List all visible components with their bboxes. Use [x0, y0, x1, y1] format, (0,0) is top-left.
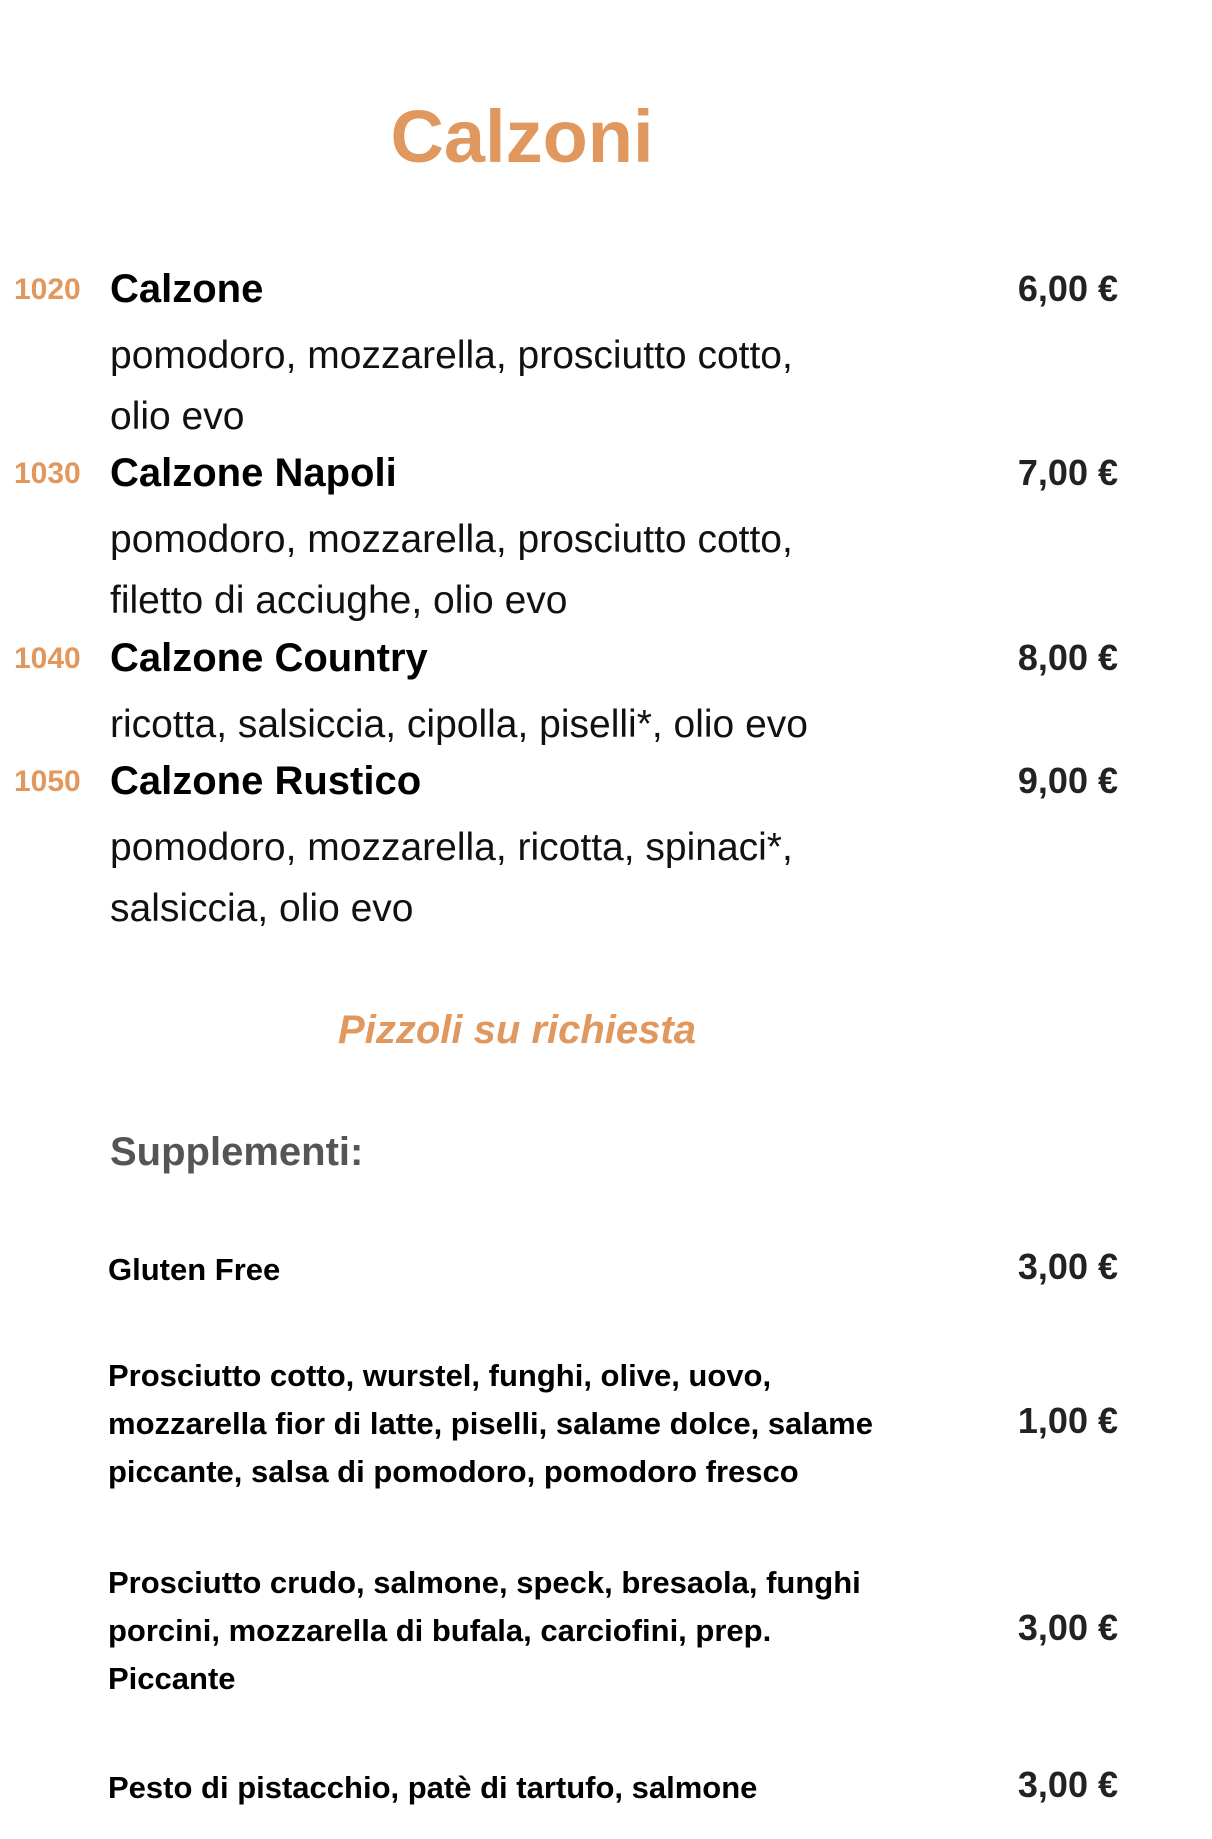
supplement-price: 3,00 € [1017, 1607, 1118, 1648]
description-line: ricotta, salsiccia, cipolla, piselli*, olio evo [110, 703, 808, 746]
item-description [110, 817, 930, 939]
item-price: 7,00 € [1017, 452, 1118, 493]
item-price: 9,00 € [1017, 760, 1118, 801]
section-subtitle: Pizzoli su richiesta [338, 1008, 696, 1052]
item-name: Calzone Country [110, 636, 428, 680]
supplement-text [108, 1352, 958, 1496]
item-name: Calzone Napoli [110, 451, 397, 495]
supplement-line: piccante, salsa di pomodoro, pomodoro fresco [108, 1454, 799, 1489]
supplement-price: 1,00 € [1017, 1400, 1118, 1441]
supplement-price: 3,00 € [1017, 1246, 1118, 1287]
supplement-line: Prosciutto cotto, wurstel, funghi, olive, uovo, [108, 1358, 772, 1393]
supplement-text [108, 1764, 958, 1812]
supplement-text [108, 1246, 958, 1294]
supplement-line: Pesto di pistacchio, patè di tartufo, salmone [108, 1770, 758, 1805]
supplement-price: 3,00 € [1017, 1764, 1118, 1805]
item-code: 1050 [14, 765, 81, 798]
description-line: filetto di acciughe, olio evo [110, 579, 568, 622]
item-code: 1020 [14, 273, 81, 306]
supplements-heading: Supplementi: [110, 1130, 364, 1174]
description-line: pomodoro, mozzarella, prosciutto cotto, [110, 334, 793, 377]
item-code: 1040 [14, 642, 81, 675]
description-line: pomodoro, mozzarella, ricotta, spinaci*, [110, 826, 793, 869]
item-name: Calzone [110, 267, 264, 311]
item-description [110, 694, 930, 755]
supplement-line: mozzarella fior di latte, piselli, salame dolce, salame [108, 1406, 873, 1441]
supplement-line: Prosciutto crudo, salmone, speck, bresaola, funghi [108, 1565, 861, 1600]
supplement-line: porcini, mozzarella di bufala, carciofini, prep. [108, 1613, 772, 1648]
supplement-text [108, 1559, 958, 1703]
item-price: 8,00 € [1017, 637, 1118, 678]
description-line: salsiccia, olio evo [110, 887, 414, 930]
page-title: Calzoni [390, 95, 654, 178]
description-line: olio evo [110, 395, 245, 438]
supplement-line: Gluten Free [108, 1252, 281, 1287]
item-description [110, 325, 930, 447]
supplement-line: Piccante [108, 1661, 236, 1696]
item-price: 6,00 € [1017, 268, 1118, 309]
item-code: 1030 [14, 457, 81, 490]
item-name: Calzone Rustico [110, 759, 422, 803]
description-line: pomodoro, mozzarella, prosciutto cotto, [110, 518, 793, 561]
item-description [110, 509, 930, 631]
